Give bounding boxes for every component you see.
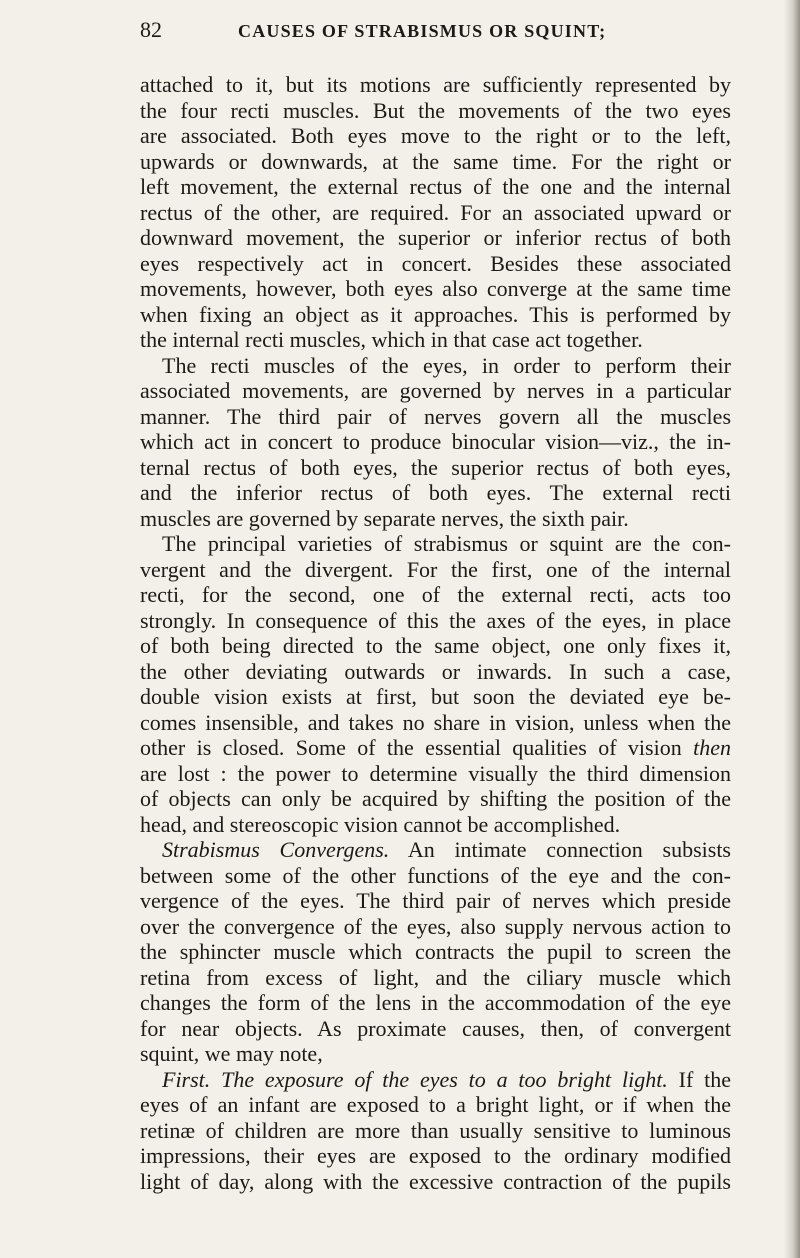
text-line: over the convergence of the eyes, also supply nervous action to	[140, 913, 731, 939]
running-head	[140, 16, 700, 44]
paragraph-start-line	[140, 837, 731, 863]
page-edge-shadow	[784, 0, 800, 1258]
text-line: double vision exists at first, but soon the deviated eye be-	[140, 684, 731, 709]
text-line: retinæ of children are more than usually sensitive to luminous	[140, 1117, 731, 1143]
text-line: of objects can only be acquired by shifting the position of the	[140, 786, 731, 811]
text-line	[140, 735, 731, 761]
text-line: changes the form of the lens in the accommodation of the eye	[140, 990, 731, 1015]
text-line: vergence of the eyes. The third pair of nerves which preside	[140, 888, 731, 913]
text-line: of both being directed to the same object, one only fixes it,	[140, 633, 731, 658]
text-line: left movement, the external rectus of the one and the internal	[140, 174, 731, 199]
text-line: eyes respectively act in concert. Besides these associated	[140, 250, 731, 276]
subheading-first: First. The exposure of the eyes to a too bright light.	[162, 1066, 668, 1092]
text-line: vergent and the divergent. For the first, one of the internal	[140, 556, 731, 582]
text-line: impressions, their eyes are exposed to the ordinary modified	[140, 1143, 731, 1168]
text-run: If the	[667, 1066, 731, 1092]
text-run: An intimate connection subsists	[389, 837, 731, 862]
section-heading-strabismus-convergens: Strabismus Convergens.	[162, 837, 390, 862]
text-line: comes insensible, and takes no share in vision, unless when the	[140, 709, 731, 735]
paragraph-start-line: The principal varieties of strabismus or squint are the con-	[162, 531, 731, 556]
text-line: eyes of an infant are exposed to a bright light, or if when the	[140, 1092, 731, 1117]
text-line: and the inferior rectus of both eyes. The external recti	[140, 480, 731, 505]
body-text	[140, 72, 731, 1194]
text-line: for near objects. As proximate causes, then, of convergent	[140, 1015, 731, 1041]
text-line: the internal recti muscles, which in that case act together.	[140, 327, 643, 352]
paragraph-start-line: The recti muscles of the eyes, in order to perform their	[162, 352, 731, 378]
text-line: muscles are governed by separate nerves, the sixth pair.	[140, 505, 629, 531]
text-line: are associated. Both eyes move to the right or to the left,	[140, 123, 731, 148]
text-line: recti, for the second, one of the external recti, acts too	[140, 582, 731, 607]
text-line: head, and stereoscopic vision cannot be accomplished.	[140, 811, 621, 837]
page-number: 82	[140, 17, 162, 42]
text-line: upwards or downwards, at the same time. For the right or	[140, 148, 731, 174]
text-line: strongly. In consequence of this the axes of the eyes, in place	[140, 607, 731, 633]
text-line: the four recti muscles. But the movements of the two eyes	[140, 97, 731, 123]
text-line: light of day, along with the excessive contraction of the pupils	[140, 1168, 731, 1194]
text-line: associated movements, are governed by nerves in a particular	[140, 378, 731, 403]
paragraph-start-line	[140, 1067, 731, 1093]
text-line: squint, we may note,	[140, 1041, 323, 1066]
text-line: the other deviating outwards or inwards. In such a case,	[140, 658, 731, 684]
text-run: other is closed. Some of the essential qualities of vision	[140, 735, 694, 760]
text-line: attached to it, but its motions are sufficiently represented by	[140, 72, 731, 97]
text-line: when fixing an object as it approaches. This is performed by	[140, 301, 731, 327]
text-line: retina from excess of light, and the ciliary muscle which	[140, 964, 731, 990]
text-line: rectus of the other, are required. For an associated upward or	[140, 199, 731, 225]
text-line: between some of the other functions of the eye and the con-	[140, 862, 731, 888]
text-line: manner. The third pair of nerves govern all the muscles	[140, 403, 731, 429]
text-line: are lost : the power to determine visually the third dimension	[140, 760, 731, 786]
text-line: downward movement, the superior or inferior rectus of both	[140, 225, 731, 250]
running-head-title: CAUSES OF STRABISMUS OR SQUINT;	[238, 21, 607, 41]
text-line: which act in concert to produce binocular vision—viz., the in-	[140, 429, 731, 454]
text-line: the sphincter muscle which contracts the pupil to screen the	[140, 939, 731, 964]
text-line: ternal rectus of both eyes, the superior rectus of both eyes,	[140, 454, 731, 480]
text-line: movements, however, both eyes also converge at the same time	[140, 276, 731, 301]
italic-word-then: then	[693, 735, 731, 760]
